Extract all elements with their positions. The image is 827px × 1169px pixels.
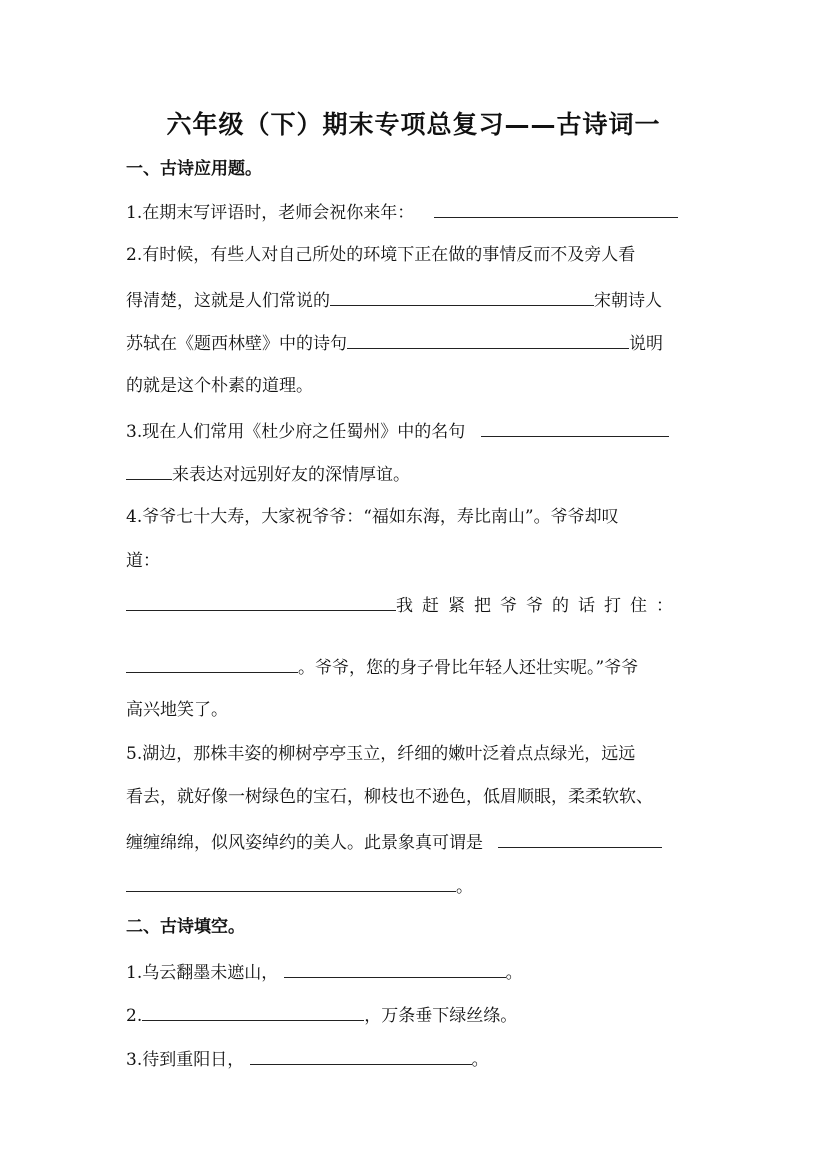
q1-2-text: 苏轼在《题西林壁》中的诗句 [126,334,347,354]
question-2-3 [126,1046,706,1072]
question-1-2-line-1: 2.有时候，有些人对自己所处的环境下正在做的事情反而不及旁人看 [126,245,636,265]
section-1-heading: 一、古诗应用题。 [126,159,262,179]
question-1-5-line-1: 5.湖边，那株丰姿的柳树亭亭玉立，纤细的嫩叶泛着点点绿光，远远 [126,744,636,764]
section-2-heading: 二、古诗填空。 [126,917,245,937]
answer-blank[interactable] [347,330,629,349]
q1-5-text: 缠缠绵绵，似风姿绰约的美人。此景象真可谓是 [126,833,483,853]
question-1-4-line-2: 道： [126,551,160,571]
question-1-2-line-2 [126,287,706,313]
q1-1-text: 1.在期末写评语时，老师会祝你来年： [126,203,415,223]
q1-4-text: 。爷爷，您的身子骨比年轻人还壮实呢。”爷爷 [298,658,639,678]
answer-blank[interactable] [126,873,456,892]
question-1-5-line-4 [126,873,706,899]
q1-2-text: 说明 [629,334,663,354]
question-1-3-line-1 [126,418,706,444]
question-1-4-line-3 [126,592,706,618]
question-1-5-line-2: 看去，就好像一树绿色的宝石，柳枝也不逊色，低眉顺眼，柔柔软软、 [126,787,653,807]
q1-2-text: 得清楚，这就是人们常说的 [126,291,330,311]
question-1-2-line-4: 的就是这个朴素的道理。 [126,376,313,396]
question-2-2 [126,1002,706,1028]
answer-blank[interactable] [126,654,298,673]
question-1-5-line-3 [126,829,706,855]
q2-3-text: 。 [471,1050,489,1070]
answer-blank[interactable] [284,959,506,978]
q1-5-text: 。 [456,877,473,897]
question-1-2-line-3 [126,330,706,356]
answer-blank[interactable] [481,418,669,437]
answer-blank[interactable] [126,592,396,611]
question-1-1 [126,199,706,225]
q2-1-text: 1.乌云翻墨未遮山， [126,963,279,983]
question-1-4-line-1: 4.爷爷七十大寿，大家祝爷爷：“福如东海，寿比南山”。爷爷却叹 [126,507,619,527]
q2-2-text: 2. [126,1006,143,1026]
q2-2-text: ，万条垂下绿丝绦。 [364,1006,518,1026]
answer-blank[interactable] [434,199,678,218]
answer-blank[interactable] [330,287,594,306]
question-2-1 [126,959,706,985]
q1-4-text: 我赶紧把爷爷的话打住： [396,596,682,616]
page-title: 六年级（下）期末专项总复习——古诗词一 [166,110,661,139]
answer-blank[interactable] [126,461,172,480]
answer-blank[interactable] [142,1002,364,1021]
question-1-3-line-2 [126,461,706,487]
q1-3-text: 来表达对远别好友的深情厚谊。 [172,465,410,485]
q1-3-text: 3.现在人们常用《杜少府之任蜀州》中的名句 [126,422,466,442]
q1-2-text: 宋朝诗人 [594,291,662,311]
q2-3-text: 3.待到重阳日， [126,1050,245,1070]
q2-1-text: 。 [505,963,523,983]
question-1-4-line-4 [126,654,706,680]
question-1-4-line-5: 高兴地笑了。 [126,700,228,720]
answer-blank[interactable] [498,829,662,848]
answer-blank[interactable] [250,1046,472,1065]
